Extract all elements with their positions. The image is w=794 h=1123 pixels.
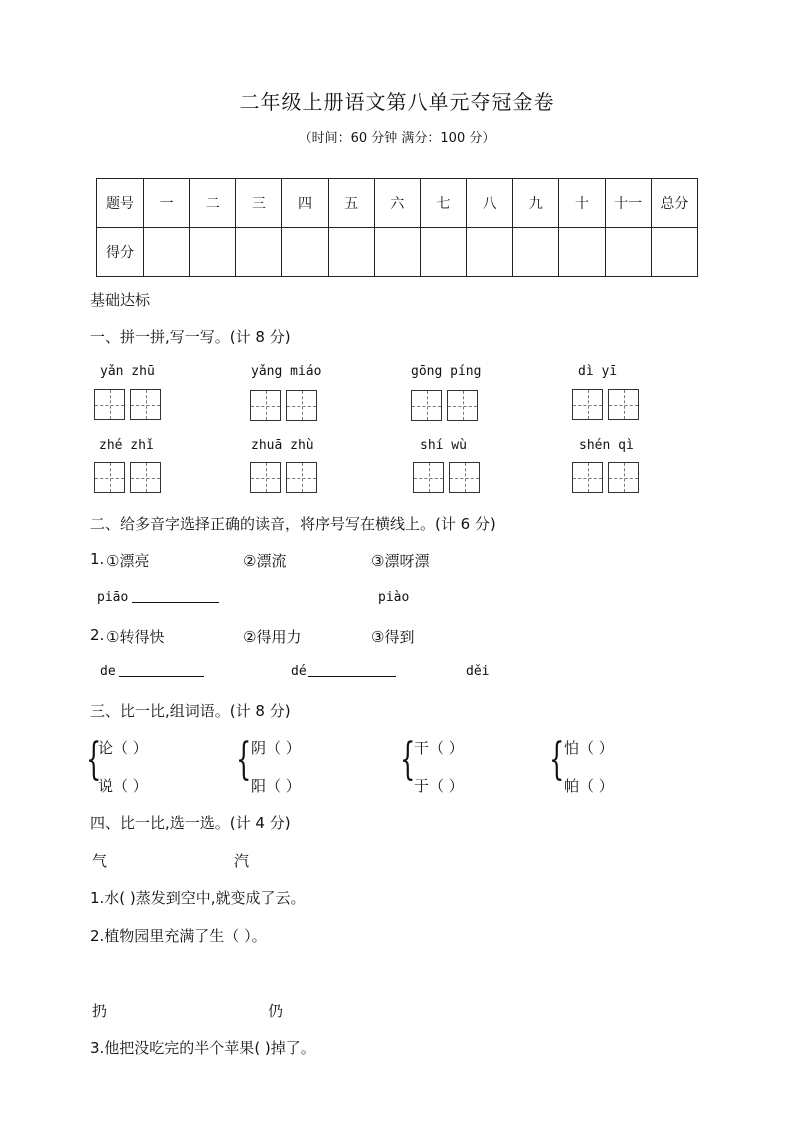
tianzi-box[interactable]: [286, 390, 317, 421]
word-pair-top[interactable]: 怕（ ）: [564, 739, 614, 757]
table-cell: 五: [328, 179, 374, 228]
table-row: [97, 179, 698, 228]
tianzi-box[interactable]: [130, 462, 161, 493]
fill-sentence[interactable]: 2.植物园里充满了生（ ）。: [90, 927, 267, 945]
choice-char: 仍: [268, 1002, 284, 1020]
option-label: ③漂呀漂: [371, 552, 430, 570]
tianzi-box[interactable]: [130, 389, 161, 420]
reading-label: piào: [378, 590, 410, 605]
choice-char: 扔: [92, 1002, 108, 1020]
writing-grid[interactable]: [94, 462, 161, 493]
choice-char: 气: [92, 852, 108, 870]
option-label: ①漂亮: [106, 552, 150, 570]
pinyin-label: dì yī: [578, 364, 618, 379]
reading-label: děi: [466, 664, 490, 679]
question-4-title: 四、比一比,选一选。(计 4 分): [90, 814, 291, 832]
writing-grid[interactable]: [572, 389, 639, 420]
tianzi-box[interactable]: [411, 390, 442, 421]
score-cell[interactable]: [374, 228, 420, 277]
pinyin-label: zhuā zhù: [251, 438, 314, 453]
question-1-title: 一、拼一拼,写一写。(计 8 分): [90, 328, 291, 346]
score-cell[interactable]: [651, 228, 697, 277]
answer-line[interactable]: [132, 588, 219, 603]
word-pair-top[interactable]: 阴（ ）: [251, 739, 301, 757]
table-cell: 九: [513, 179, 559, 228]
answer-line[interactable]: [119, 662, 204, 677]
brace-icon: {: [86, 734, 102, 785]
score-cell[interactable]: [282, 228, 328, 277]
tianzi-box[interactable]: [250, 462, 281, 493]
option-label: ①转得快: [106, 628, 165, 646]
tianzi-box[interactable]: [94, 462, 125, 493]
table-cell-header: 得分: [97, 228, 144, 277]
table-row: [97, 228, 698, 277]
brace-icon: {: [236, 734, 252, 785]
reading-label: piāo: [97, 590, 129, 605]
score-cell[interactable]: [605, 228, 651, 277]
word-pair-bottom[interactable]: 帕（ ）: [564, 777, 614, 795]
tianzi-box[interactable]: [94, 389, 125, 420]
score-cell[interactable]: [467, 228, 513, 277]
pinyin-label: gōng píng: [411, 364, 482, 379]
brace-icon: {: [549, 734, 565, 785]
option-label: ②得用力: [243, 628, 302, 646]
table-cell: 十一: [605, 179, 651, 228]
pinyin-label: shén qì: [579, 438, 634, 453]
word-pair-top[interactable]: 干（ ）: [414, 739, 464, 757]
word-pair-bottom[interactable]: 于（ ）: [414, 777, 464, 795]
table-cell: 一: [144, 179, 190, 228]
tianzi-box[interactable]: [449, 462, 480, 493]
table-cell: 七: [420, 179, 466, 228]
tianzi-box[interactable]: [608, 389, 639, 420]
table-cell: 八: [467, 179, 513, 228]
choice-char: 汽: [234, 852, 250, 870]
score-cell[interactable]: [144, 228, 190, 277]
answer-line[interactable]: [308, 662, 396, 677]
score-cell[interactable]: [513, 228, 559, 277]
question-2-title: 二、给多音字选择正确的读音，将序号写在横线上。(计 6 分): [90, 515, 496, 533]
pinyin-label: yǎng miáo: [251, 364, 322, 379]
table-cell: 四: [282, 179, 328, 228]
word-pair-bottom[interactable]: 说（ ）: [98, 777, 148, 795]
score-cell[interactable]: [236, 228, 282, 277]
score-cell[interactable]: [420, 228, 466, 277]
tianzi-box[interactable]: [286, 462, 317, 493]
table-cell: 二: [190, 179, 236, 228]
reading-label: de: [100, 664, 116, 679]
score-cell[interactable]: [190, 228, 236, 277]
writing-grid[interactable]: [250, 390, 317, 421]
tianzi-box[interactable]: [608, 462, 639, 493]
tianzi-box[interactable]: [572, 462, 603, 493]
item-number: 1.: [90, 550, 105, 568]
pinyin-label: shí wù: [420, 438, 467, 453]
writing-grid[interactable]: [572, 462, 639, 493]
word-pair-bottom[interactable]: 阳（ ）: [251, 777, 301, 795]
writing-grid[interactable]: [411, 390, 478, 421]
option-label: ②漂流: [243, 552, 287, 570]
item-number: 2.: [90, 626, 105, 644]
pinyin-label: yǎn zhū: [100, 364, 155, 379]
writing-grid[interactable]: [413, 462, 480, 493]
table-cell: 十: [559, 179, 605, 228]
writing-grid[interactable]: [94, 389, 161, 420]
exam-info: （时间：60 分钟 满分：100 分）: [298, 131, 496, 146]
brace-icon: {: [400, 734, 416, 785]
score-cell[interactable]: [559, 228, 605, 277]
table-cell: 六: [374, 179, 420, 228]
table-cell: 三: [236, 179, 282, 228]
table-cell-total: 总分: [651, 179, 697, 228]
option-label: ③得到: [371, 628, 415, 646]
section-label: 基础达标: [90, 291, 151, 309]
table-cell-header: 题号: [97, 179, 144, 228]
page-title: 二年级上册语文第八单元夺冠金卷: [239, 90, 555, 114]
question-3-title: 三、比一比,组词语。(计 8 分): [90, 702, 291, 720]
score-cell[interactable]: [328, 228, 374, 277]
score-table: [96, 178, 698, 277]
tianzi-box[interactable]: [413, 462, 444, 493]
word-pair-top[interactable]: 论（ ）: [98, 739, 148, 757]
pinyin-label: zhé zhǐ: [99, 438, 154, 453]
tianzi-box[interactable]: [250, 390, 281, 421]
fill-sentence[interactable]: 3.他把没吃完的半个苹果( )掉了。: [90, 1039, 316, 1057]
writing-grid[interactable]: [250, 462, 317, 493]
tianzi-box[interactable]: [572, 389, 603, 420]
reading-label: dé: [291, 664, 307, 679]
fill-sentence[interactable]: 1.水( )蒸发到空中,就变成了云。: [90, 889, 306, 907]
tianzi-box[interactable]: [447, 390, 478, 421]
